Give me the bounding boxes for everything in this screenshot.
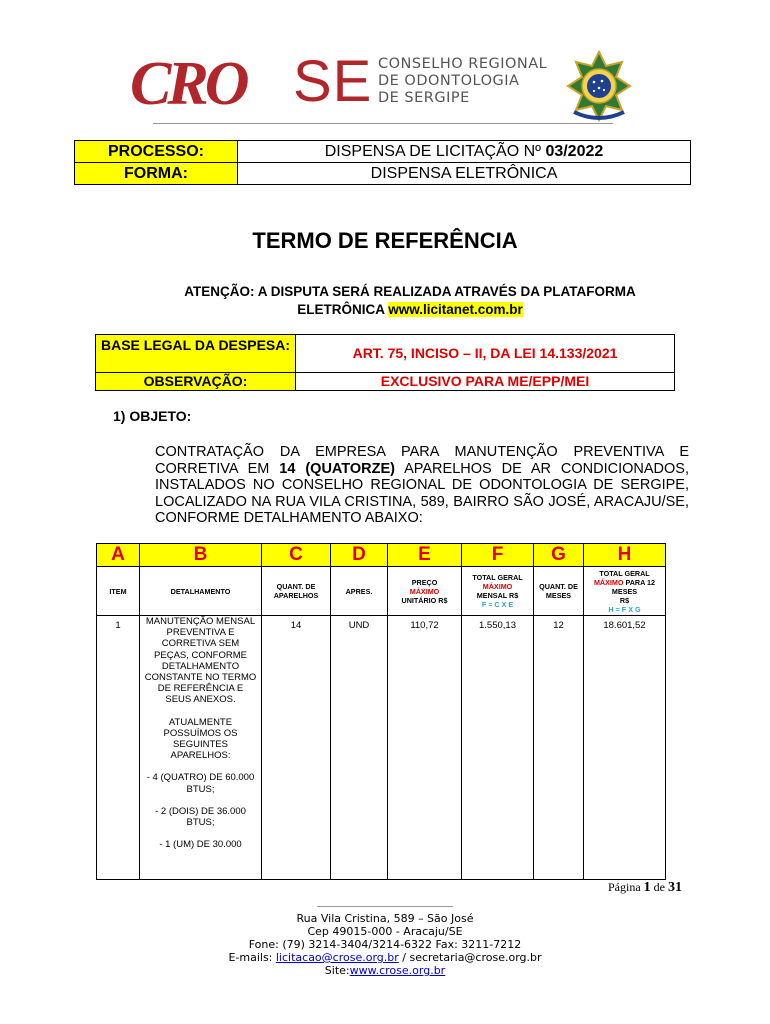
header-divider xyxy=(153,123,613,124)
column-letter: H xyxy=(584,544,666,567)
atencao-notice xyxy=(120,283,700,319)
processo-label: PROCESSO: xyxy=(75,141,238,162)
footer-phone: Fone: (79) 3214-3404/3214-6322 Fax: 3211-7212 xyxy=(248,938,522,951)
header-total-formula: H = F X G xyxy=(608,604,641,614)
cell-meses: 12 xyxy=(534,616,584,880)
org-line-1: CONSELHO REGIONAL xyxy=(378,56,548,72)
licitanet-link[interactable]: www.licitanet.com.br xyxy=(388,302,523,317)
cell-detalhamento xyxy=(140,616,262,880)
org-name xyxy=(378,56,547,107)
cell-preco: 110,72 xyxy=(388,616,462,880)
det-paragraph: MANUTENÇÃO MENSAL PREVENTIVA E CORRETIVA SEM PEÇAS, CONFORME DETALHAMENTO CONSTANTE NO TERMO DE REFERÊNCIA E SEUS ANEXOS. xyxy=(144,616,257,706)
footer-divider xyxy=(317,906,453,907)
column-letter: B xyxy=(140,544,262,567)
header-total-l1: TOTAL GERAL xyxy=(599,568,650,578)
observacao-value: EXCLUSIVO PARA ME/EPP/MEI xyxy=(380,373,590,389)
brazil-coat-of-arms-icon xyxy=(566,50,632,122)
column-letter: D xyxy=(331,544,388,567)
header-preco xyxy=(388,567,462,616)
header-mensal-l3: MENSAL R$ xyxy=(476,591,519,600)
cell-total: 18.601,52 xyxy=(584,616,666,880)
column-letter: E xyxy=(388,544,462,567)
objeto-text-a: CONTRATAÇÃO DA EMPRESA PARA MANUTENÇÃO PREVENTIVA E CORRETIVA EM xyxy=(155,444,689,477)
forma-label: FORMA: xyxy=(75,163,238,184)
footer-site-prefix: Site: xyxy=(324,964,350,977)
det-paragraph: - 4 (QUATRO) DE 60.000 BTUS; xyxy=(146,772,255,795)
forma-value: DISPENSA ELETRÔNICA xyxy=(370,165,558,182)
det-paragraph: ATUALMENTE POSSUÍMOS OS SEGUINTES APARELHOS: xyxy=(163,716,238,762)
items-table xyxy=(96,543,666,880)
org-line-2: DE ODONTOLOGIA xyxy=(378,73,520,89)
atencao-line-2: ELETRÔNICA xyxy=(297,302,389,317)
header-apres: APRES. xyxy=(331,567,388,616)
cell-item: 1 xyxy=(97,616,140,880)
footer xyxy=(0,912,770,977)
objeto-quantity: 14 (QUATORZE) xyxy=(279,460,396,477)
header-quant: QUANT. DE APARELHOS xyxy=(262,567,331,616)
det-paragraph: - 1 (UM) DE 30.000 xyxy=(159,839,242,851)
page-of: de xyxy=(650,880,668,894)
header-preco-l1: PREÇO xyxy=(411,577,438,587)
table-header-row xyxy=(97,567,666,616)
processo-box xyxy=(74,140,691,185)
det-paragraph: - 2 (DOIS) DE 36.000 BTUS; xyxy=(155,805,246,829)
header-item: ITEM xyxy=(97,567,140,616)
atencao-line-1: ATENÇÃO: A DISPUTA SERÁ REALIZADA ATRAVÉS DA PLATAFORMA xyxy=(184,284,636,299)
logo-se-text: SE xyxy=(293,49,373,114)
footer-emails-prefix: E-mails: xyxy=(228,951,276,964)
header-preco-l2: MÁXIMO xyxy=(409,586,440,596)
processo-value xyxy=(238,141,690,162)
cell-quant: 14 xyxy=(262,616,331,880)
footer-email-secretaria: / secretaria@crose.org.br xyxy=(398,951,542,964)
processo-number: 03/2022 xyxy=(545,143,604,160)
header-preco-l3: UNITÁRIO R$ xyxy=(401,595,448,605)
header-meses: QUANT. DE MESES xyxy=(534,567,584,616)
email-licitacao-link[interactable]: licitacao@crose.org.br xyxy=(275,951,399,964)
page-prefix: Página xyxy=(608,880,644,894)
cell-mensal: 1.550,13 xyxy=(462,616,534,880)
document-title: TERMO DE REFERÊNCIA xyxy=(252,228,518,253)
table-row xyxy=(97,616,666,880)
header-mensal-l1: TOTAL GERAL xyxy=(472,573,523,582)
header-total-red: MÁXIMO xyxy=(593,577,624,587)
footer-address: Rua Vila Cristina, 589 – São José xyxy=(296,912,474,925)
header-mensal xyxy=(462,567,534,616)
objeto-text-b: APARELHOS DE AR CONDICIONADOS, INSTALADOS NO CONSELHO REGIONAL DE ODONTOLOGIA DE SERGIPE, LOCALIZADO NA RUA VILA CRISTINA, 589, BAIRRO SÃO JOSÉ, ARACAJU/SE, CONFORME DETALHAMENTO ABAIXO: xyxy=(155,460,689,526)
header-detalhamento: DETALHAMENTO xyxy=(140,567,262,616)
base-legal-label: BASE LEGAL DA DESPESA: xyxy=(96,335,296,372)
page-current: 1 xyxy=(643,880,651,895)
org-line-3: DE SERGIPE xyxy=(378,90,470,106)
cro-logo-text: CRO xyxy=(130,52,246,114)
base-legal-value: ART. 75, INCISO – II, DA LEI 14.133/2021 xyxy=(352,345,618,361)
objeto-text xyxy=(155,444,689,527)
column-letter: G xyxy=(534,544,584,567)
footer-cep: Cep 49015-000 - Aracaju/SE xyxy=(307,925,463,938)
header-total-l2: PARA 12 MESES xyxy=(611,577,656,596)
column-letter: A xyxy=(97,544,140,567)
header-total xyxy=(584,567,666,616)
footer-site xyxy=(0,964,770,977)
objeto-heading: 1) OBJETO: xyxy=(113,408,192,424)
base-legal-box xyxy=(95,334,675,391)
column-letter: F xyxy=(462,544,534,567)
header-mensal-l2: MÁXIMO xyxy=(482,582,513,591)
observacao-label: OBSERVAÇÃO: xyxy=(96,373,296,390)
header-mensal-formula: F = C X E xyxy=(481,600,514,609)
footer-emails xyxy=(0,951,770,964)
processo-value-text: DISPENSA DE LICITAÇÃO Nº xyxy=(324,143,546,160)
cell-apres: UND xyxy=(331,616,388,880)
column-letters-row xyxy=(97,544,666,567)
page-number xyxy=(608,880,682,896)
column-letter: C xyxy=(262,544,331,567)
site-link[interactable]: www.crose.org.br xyxy=(349,964,446,977)
cro-logo xyxy=(128,52,286,114)
page-total: 31 xyxy=(668,880,682,895)
header-total-l3: R$ xyxy=(619,595,630,605)
